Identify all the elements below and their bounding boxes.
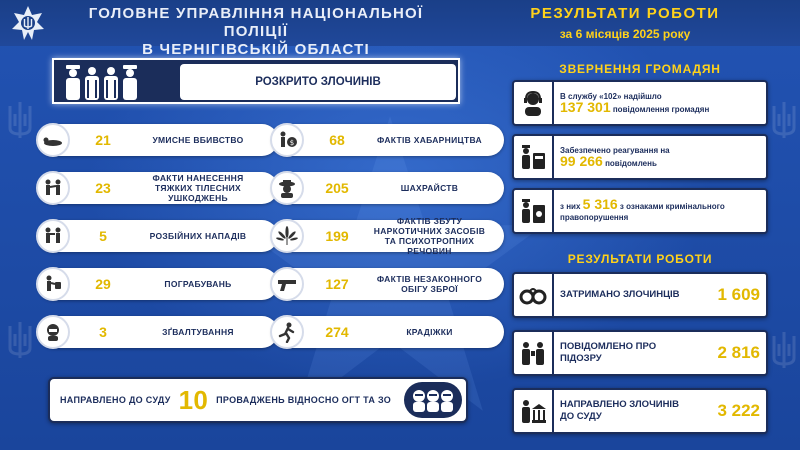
- crime-stat-armed-robbery: [38, 220, 278, 252]
- crime-stat-grievous-harm: [38, 172, 278, 204]
- crime-stat-theft: [272, 316, 504, 348]
- stat-value: 5: [99, 228, 107, 244]
- stat-label: ФАКТІВ ХАБАРНИЦТВА: [377, 135, 482, 145]
- crime-stat-drugs: [272, 216, 504, 256]
- results-period: за 6 місяців 2025 року: [559, 27, 691, 41]
- stat-label: ЗҐВАЛТУВАННЯ: [162, 327, 234, 337]
- fraud-icon: [270, 171, 304, 205]
- court-prefix: НАПРАВЛЕНО ДО СУДУ: [60, 395, 171, 405]
- result-value: 3 222: [717, 401, 760, 420]
- court-text: [60, 379, 391, 421]
- stat-value: 127: [325, 276, 349, 292]
- appeal-post: повідомлення громадян: [612, 105, 710, 114]
- stat-value: 3: [99, 324, 107, 340]
- body-icon: [36, 123, 70, 157]
- appeal-post: з ознаками кримінального правопорушення: [560, 202, 725, 222]
- stat-label: ФАКТІВ НЕЗАКОННОГО ОБІГУ ЗБРОЇ: [376, 274, 483, 294]
- svg-text:$: $: [289, 139, 295, 147]
- thief-icon: [270, 315, 304, 349]
- court-value: 10: [178, 384, 209, 415]
- results-title: РЕЗУЛЬТАТИ РОБОТИ: [530, 5, 720, 22]
- operator-icon: [514, 82, 554, 124]
- victim-icon: [36, 315, 70, 349]
- appeal-post: повідомлень: [605, 159, 657, 168]
- snatch-icon: [36, 267, 70, 301]
- stat-value: 21: [95, 132, 111, 148]
- court-icon: [514, 390, 554, 432]
- crime-stat-weapons: [272, 268, 504, 300]
- stat-value: 68: [329, 132, 345, 148]
- result-text: [560, 390, 760, 432]
- solved-crimes-banner: [52, 58, 460, 104]
- gun-icon: [270, 267, 304, 301]
- result-label: ЗАТРИМАНО ЗЛОЧИНЦІВ: [560, 289, 680, 300]
- result-box-detained: [512, 272, 768, 318]
- detained-people-icon: [60, 62, 172, 102]
- patrol-icon: [514, 136, 554, 178]
- crime-stat-fraud: [272, 172, 504, 204]
- stat-value: 29: [95, 276, 111, 292]
- stat-label: РОЗБІЙНИХ НАПАДІВ: [149, 231, 247, 241]
- trident-watermark-icon: [6, 100, 34, 140]
- result-box-court: [512, 388, 768, 434]
- appeal-box-102: [512, 80, 768, 126]
- result-label: НАПРАВЛЕНО ЗЛОЧИНІВ ДО СУДУ: [560, 399, 679, 422]
- solved-crimes-label: РОЗКРИТО ЗЛОЧИНІВ: [255, 76, 381, 88]
- robbery-icon: [36, 219, 70, 253]
- stat-value: 274: [325, 324, 349, 340]
- stat-label: ШАХРАЙСТВ: [400, 183, 459, 193]
- crime-stat-rape: [38, 316, 278, 348]
- result-text: [560, 332, 760, 374]
- trident-watermark-icon: [770, 100, 798, 140]
- cannabis-icon: [270, 219, 304, 253]
- appeal-pre: Забезпечено реагування на: [560, 146, 670, 155]
- appeal-pre: з них: [560, 202, 581, 211]
- court-suffix: ПРОВАДЖЕНЬ ВІДНОСНО ОГТ ТА ЗО: [216, 395, 392, 405]
- stat-value: 23: [95, 180, 111, 196]
- appeal-value: 99 266: [560, 153, 603, 169]
- crime-stat-murder: [38, 124, 278, 156]
- appeal-text: [560, 82, 760, 124]
- stat-label: ПОГРАБУВАНЬ: [164, 279, 232, 289]
- masked-criminals-icon: [404, 382, 462, 418]
- bribe-icon: [270, 123, 304, 157]
- result-value: 2 816: [717, 343, 760, 362]
- stat-label: КРАДІЖКИ: [406, 327, 453, 337]
- stat-label: ФАКТІВ ЗБУТУ НАРКОТИЧНИХ ЗАСОБІВ ТА ПСИХОТРОПНИХ РЕЧОВИН: [373, 216, 486, 256]
- stat-label: ФАКТИ НАНЕСЕННЯ ТЯЖКИХ ТІЛЕСНИХ УШКОДЖЕНЬ: [152, 173, 244, 203]
- appeal-value: 137 301: [560, 99, 611, 115]
- org-title-line2: В ЧЕРНІГІВСЬКІЙ ОБЛАСТІ: [142, 41, 370, 58]
- stat-value: 199: [325, 228, 349, 244]
- result-value: 1 609: [717, 285, 760, 304]
- court-proceedings-banner: [48, 377, 468, 423]
- police-star-logo-icon: [10, 5, 46, 41]
- work-results-title: РЕЗУЛЬТАТИ РОБОТИ: [567, 252, 713, 266]
- result-box-suspicion: [512, 330, 768, 376]
- appeal-box-response: [512, 134, 768, 180]
- org-title-line1: ГОЛОВНЕ УПРАВЛІННЯ НАЦІОНАЛЬНОЇ ПОЛІЦІЇ: [88, 5, 424, 40]
- crime-stat-bribery: [272, 124, 504, 156]
- org-title: [56, 5, 456, 59]
- officer-safe-icon: [514, 190, 554, 232]
- crime-stat-robbery: [38, 268, 278, 300]
- trident-watermark-icon: [770, 330, 798, 370]
- appeal-value: 5 316: [582, 196, 618, 212]
- fight-icon: [36, 171, 70, 205]
- header-bar: [0, 0, 800, 58]
- handcuffs-icon: [514, 274, 554, 316]
- stat-label: УМИСНЕ ВБИВСТВО: [152, 135, 244, 145]
- result-text: [560, 274, 760, 316]
- suspect-icon: [514, 332, 554, 374]
- appeal-pre: В службу «102» надійшло: [560, 92, 662, 101]
- stat-value: 205: [325, 180, 349, 196]
- trident-watermark-icon: [6, 320, 34, 360]
- appeals-title: ЗВЕРНЕННЯ ГРОМАДЯН: [559, 62, 721, 76]
- appeal-box-criminal: [512, 188, 768, 234]
- result-label: ПОВІДОМЛЕНО ПРО ПІДОЗРУ: [560, 341, 657, 364]
- appeal-text: [560, 136, 760, 178]
- appeal-text: [560, 190, 760, 232]
